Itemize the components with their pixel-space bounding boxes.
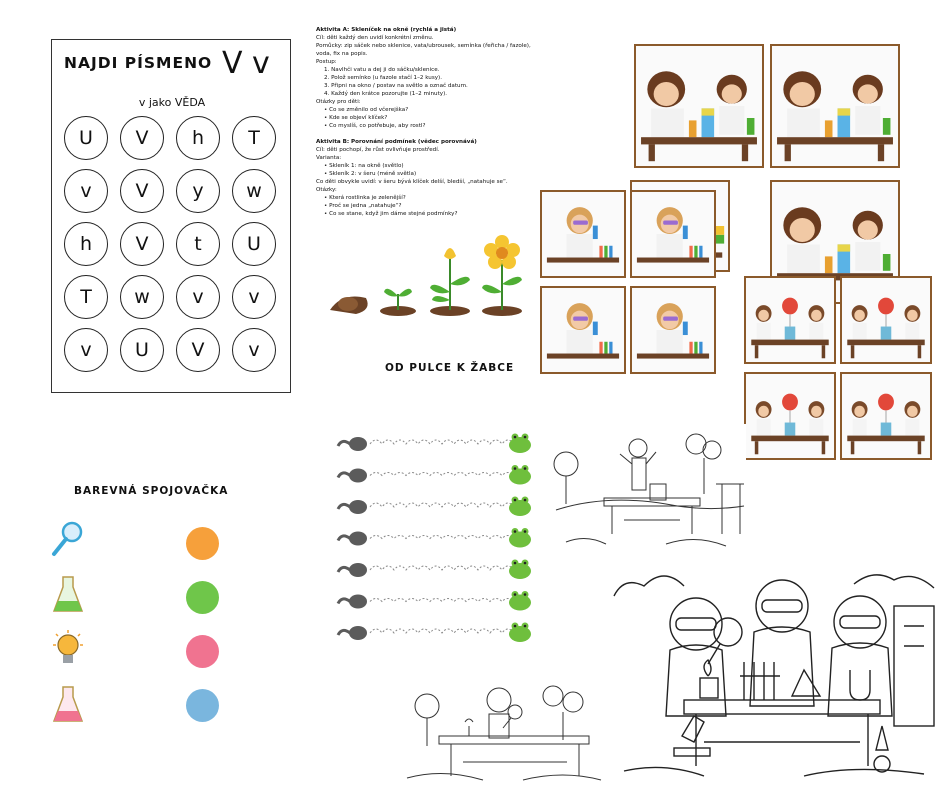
tracing-line[interactable] xyxy=(370,566,514,570)
letter-circle: T xyxy=(64,275,108,319)
tadpole-icon xyxy=(349,595,367,609)
activity-line: Otázky pro děti: xyxy=(316,99,361,105)
tadpole-tail xyxy=(338,567,350,572)
scientist-boy-card xyxy=(634,44,764,168)
tadpole-icon xyxy=(349,532,367,546)
plant-growth-illustration xyxy=(326,232,526,320)
magnifier-icon[interactable] xyxy=(50,520,86,564)
lightbulb-icon[interactable] xyxy=(50,630,86,674)
frog-icon xyxy=(509,434,531,454)
activity-line: 2. Polož semínko (u fazole stačí 1–2 kusy). xyxy=(324,75,443,81)
balloon-experiment-card xyxy=(840,276,932,364)
letter-circle: v xyxy=(232,275,276,319)
flower-stage xyxy=(482,235,522,316)
tadpole-tail xyxy=(338,599,350,604)
activity-line: Aktivita A: Skleníček na okně (rychlá a jistá) xyxy=(316,27,457,33)
letter-circle: T xyxy=(232,116,276,160)
activity-instructions xyxy=(316,26,536,218)
frog-icon xyxy=(509,497,531,517)
activity-line: 4. Každý den krátce pozorujte (1–2 minuty). xyxy=(324,91,448,97)
tadpole-tail xyxy=(338,441,350,446)
coloring-page-three-scientists xyxy=(604,566,940,788)
activity-line xyxy=(316,130,536,138)
activity-line: Cíl: děti pochopí, že růst ovlivňuje prostředí. xyxy=(316,147,440,153)
tadpole-tracing-sheet xyxy=(336,430,536,645)
letter-circle: U xyxy=(120,328,164,372)
balloon-experiment-card xyxy=(840,372,932,460)
activity-line: Varianta: xyxy=(316,155,342,161)
tracing-title: OD PULCE K ŽABCE xyxy=(385,362,515,374)
scientist-girl-card xyxy=(540,190,626,278)
letter-circle: V xyxy=(120,169,164,213)
activity-line: • Co se stane, když jim dáme stejné podmínky? xyxy=(316,210,536,218)
letter-circle: w xyxy=(120,275,164,319)
letter-circle: h xyxy=(64,222,108,266)
letter-circle: y xyxy=(176,169,220,213)
flask-icon[interactable] xyxy=(50,685,86,729)
letter-circle: v xyxy=(176,275,220,319)
scientist-girl-card xyxy=(630,286,716,374)
coloring-page-boy-magnifier xyxy=(403,676,603,788)
worksheet-title: NAJDI PÍSMENO xyxy=(64,54,213,72)
tracing-line[interactable] xyxy=(370,440,514,444)
frog-icon xyxy=(509,623,531,643)
tadpole-tail xyxy=(338,504,350,509)
color-dot[interactable] xyxy=(186,527,219,560)
letter-circle: w xyxy=(232,169,276,213)
activity-line: Co děti obvykle uvidí: v šeru bývá klíček delší, bledší, „natahuje se“. xyxy=(316,179,508,185)
tracing-row xyxy=(338,497,531,517)
tadpole-tail xyxy=(338,473,350,478)
scientist-girl-card xyxy=(630,190,716,278)
activity-line: • Skleník 1: na okně (světlo) xyxy=(316,162,536,170)
tracing-row xyxy=(338,465,531,485)
tadpole-icon xyxy=(349,500,367,514)
letter-circle: V xyxy=(120,222,164,266)
letter-circle: v xyxy=(64,328,108,372)
balloon-experiment-card xyxy=(744,372,836,460)
tracing-row xyxy=(338,528,531,548)
color-dot[interactable] xyxy=(186,635,219,668)
activity-line: Aktivita B: Porovnání podmínek (vědec porovnává) xyxy=(316,139,477,145)
tadpole-icon xyxy=(349,437,367,451)
tracing-line[interactable] xyxy=(370,473,514,476)
tracing-row xyxy=(338,623,531,643)
activity-line: • Co myslíš, co potřebuje, aby rostl? xyxy=(316,122,536,130)
activity-line: Otázky: xyxy=(316,187,337,193)
scientist-boy-card xyxy=(770,44,900,168)
activity-line: • Která rostlinka je zelenější? xyxy=(316,194,536,202)
activity-line: • Proč se jedna „natahuje“? xyxy=(316,202,536,210)
activity-line: Pomůcky: zip sáček nebo sklenice, vata/ubrousek, semínka (řeřicha / fazole), voda, fix na popis. xyxy=(316,43,531,57)
seed-stage xyxy=(330,297,368,315)
letter-circle: V xyxy=(176,328,220,372)
letter-circle: U xyxy=(64,116,108,160)
activity-line: Postup: xyxy=(316,59,337,65)
tadpole-icon xyxy=(349,469,367,483)
balloon-experiment-card xyxy=(744,276,836,364)
color-dot[interactable] xyxy=(186,689,219,722)
tracing-row xyxy=(338,591,531,611)
tracing-row xyxy=(338,434,531,454)
worksheet-subtitle: v jako VĚDA xyxy=(138,96,206,109)
color-match-title: BAREVNÁ SPOJOVAČKA xyxy=(74,485,229,497)
activity-line: 1. Navlhči vatu a dej ji do sáčku/sklenice. xyxy=(324,67,440,73)
letter-circle: V xyxy=(120,116,164,160)
tracing-row xyxy=(338,560,531,580)
activity-line: • Skleník 2: v šeru (méně světla) xyxy=(316,170,536,178)
worksheet-big-letters: V v xyxy=(222,46,270,81)
letter-circle: v xyxy=(232,328,276,372)
tracing-line[interactable] xyxy=(370,503,514,507)
flask-icon[interactable] xyxy=(50,575,86,619)
tadpole-tail xyxy=(338,536,350,541)
letter-circle: t xyxy=(176,222,220,266)
letter-circle: v xyxy=(64,169,108,213)
activity-line: Cíl: děti každý den uvidí konkrétní změnu. xyxy=(316,35,434,41)
tadpole-tail xyxy=(338,630,350,635)
letter-worksheet xyxy=(51,39,291,393)
color-dot[interactable] xyxy=(186,581,219,614)
frog-icon xyxy=(509,591,531,611)
coloring-page-scientist-bench xyxy=(546,424,746,556)
frog-icon xyxy=(509,528,531,548)
tracing-line[interactable] xyxy=(370,536,514,539)
letter-circle: U xyxy=(232,222,276,266)
scientist-girl-card xyxy=(540,286,626,374)
letter-grid xyxy=(64,116,284,372)
letter-circle: h xyxy=(176,116,220,160)
bud-stage xyxy=(430,248,470,316)
tadpole-icon xyxy=(349,563,367,577)
tracing-line[interactable] xyxy=(370,629,514,633)
sprout-stage xyxy=(380,289,416,316)
frog-icon xyxy=(509,560,531,580)
activity-line: • Co se změnilo od včerejška? xyxy=(316,106,536,114)
activity-line: 3. Připni na okno / postav na světlo a označ datum. xyxy=(324,83,468,89)
tadpole-icon xyxy=(349,626,367,640)
tracing-line[interactable] xyxy=(370,599,514,602)
activity-line: • Kde se objeví klíček? xyxy=(316,114,536,122)
frog-icon xyxy=(509,465,531,485)
